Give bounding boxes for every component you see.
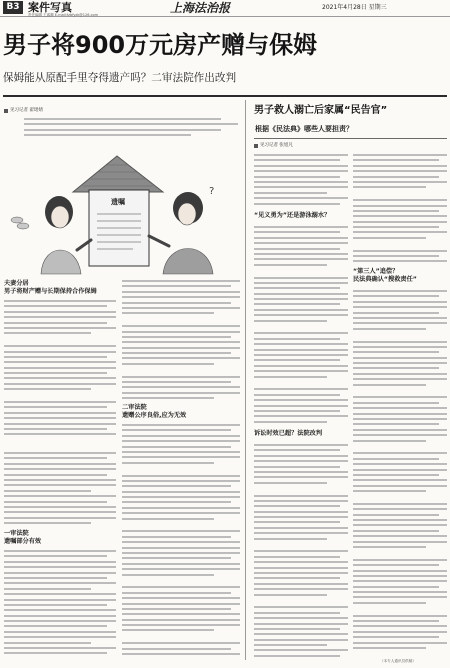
headline-divider — [3, 95, 447, 97]
woman-figure-left — [41, 196, 91, 274]
footer-note: （本专人通讯员供稿） — [380, 659, 416, 663]
second-column-1b-text — [254, 226, 348, 428]
main-section-2-heading: 一审法院 遗嘱部分有效 — [4, 530, 42, 545]
second-column-1c-text — [254, 444, 348, 658]
editor-credits: 责任编辑 王睿卿 E-mail:fzbfyzk@126.com — [28, 13, 99, 17]
second-column-2b-text — [353, 290, 447, 652]
main-section-1-heading: 夫妻分居 男子将财产赠与长期保持合作保姆 — [4, 280, 97, 295]
main-column-1a-text — [4, 300, 116, 448]
main-subheadline: 保姆能从原配手里夺得遗产吗？二审法院作出改判 — [3, 72, 237, 84]
main-column-1c-text — [4, 550, 116, 658]
svg-text:?: ? — [209, 186, 215, 197]
main-column-2b-text — [122, 424, 240, 658]
main-lead-paragraph — [24, 118, 238, 144]
story-divider — [245, 100, 246, 660]
issue-date: 2021年4月28日 星期三 — [322, 4, 387, 11]
section-label: 案件写真 — [28, 1, 72, 14]
main-column-1b-text — [4, 452, 116, 526]
woman-figure-right — [149, 186, 214, 274]
main-byline: 见习记者 翟珺婧 — [4, 108, 43, 114]
second-section-2-heading: 诉讼时效已超？法院改判 — [254, 430, 323, 437]
second-byline: 见习记者 张旭凡 — [254, 143, 293, 149]
page-number-badge: B3 — [3, 1, 23, 14]
main-section-3-heading: 二审法院 遗赠公序良俗,应为无效 — [122, 404, 187, 419]
second-section-1-heading: “见义勇为”还是游泳溺水？ — [254, 212, 331, 219]
second-subheadline: 根据《民法典》哪些人要担责？ — [255, 125, 353, 133]
newspaper-logo: 上海法治报 — [170, 1, 231, 15]
will-illustration — [3, 150, 241, 275]
second-column-1a-text — [254, 154, 348, 210]
second-headline: 男子救人溺亡后家属“民告官” — [254, 105, 388, 116]
will-paper-label: 遗嘱 — [111, 198, 125, 206]
main-column-2a-text — [122, 280, 240, 402]
main-headline: 男子将900万元房产赠与保姆 — [3, 31, 318, 59]
second-section-3-heading: “第三人”追偿？ 民法典确认“搜救责任” — [353, 268, 417, 283]
second-story-rule — [254, 138, 447, 139]
second-column-2a-text — [353, 154, 447, 266]
